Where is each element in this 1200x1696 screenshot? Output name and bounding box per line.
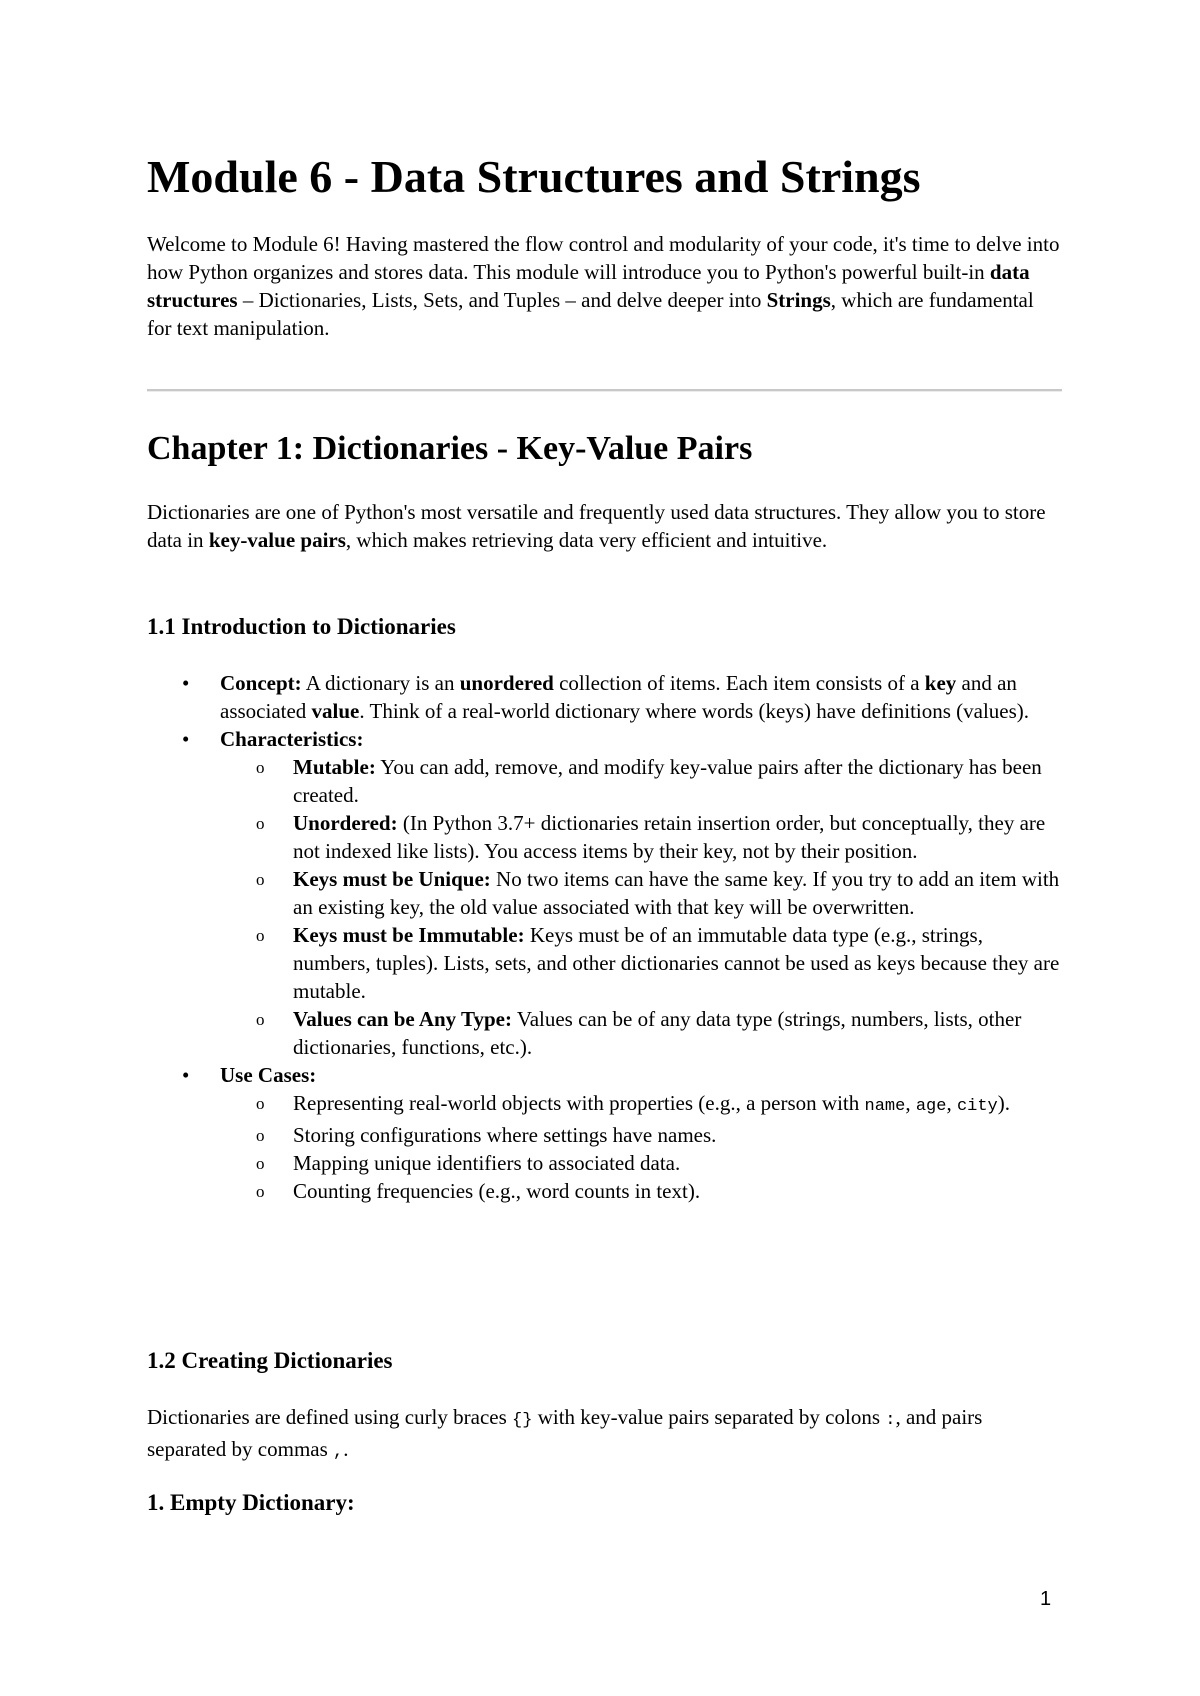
creating-dictionaries-paragraph [147, 1403, 1062, 1467]
text-run: , which are fundamental for text manipulation. [147, 288, 1034, 340]
text-run: You can add, remove, and modify key-value pairs after the dictionary has been created. [293, 755, 1042, 807]
sub-bullet-item [220, 865, 1062, 921]
bullet-label: Characteristics: [220, 727, 364, 751]
subsection-title-empty-dictionary: 1. Empty Dictionary: [147, 1490, 355, 1515]
chapter-title: Chapter 1: Dictionaries - Key-Value Pairs [147, 430, 753, 467]
text-run: , and pairs separated by commas [147, 1405, 983, 1461]
text-run: with key-value pairs separated by colons [532, 1405, 886, 1429]
sub-bullet-item [220, 1005, 1062, 1061]
chapter-intro-paragraph [147, 498, 1047, 554]
text-run: Storing configurations where settings have names. [293, 1123, 717, 1147]
text-run: (In Python 3.7+ dictionaries retain insertion order, but conceptually, they are not indexed like lists). You access items by their key, not by their position. [293, 811, 1046, 863]
bold-term: key-value pairs [208, 528, 346, 552]
bullet-item [147, 725, 1062, 1061]
text-run: No two items can have the same key. If you try to add an item with an existing key, the old value associated with that key will be overwritten. [293, 867, 1060, 919]
dictionary-intro-list [147, 669, 1062, 1205]
sub-bullet-item [220, 921, 1062, 1005]
bold-term: data structures [147, 260, 1030, 312]
inline-code: {} [512, 1411, 533, 1430]
sub-bullet-label: Keys must be Unique: [293, 867, 491, 891]
text-run: Values can be of any data type (strings, numbers, lists, other dictionaries, functions, etc.). [293, 1007, 1022, 1059]
inline-code: name [864, 1097, 906, 1116]
text-run: Dictionaries are defined using curly braces [147, 1405, 513, 1429]
sub-bullet-item [220, 1121, 1062, 1149]
bullet-item [147, 1061, 1062, 1205]
sub-bullet-item [220, 1089, 1062, 1121]
bullet-label: Concept: [220, 671, 302, 695]
text-run: Mapping unique identifiers to associated data. [293, 1151, 681, 1175]
inline-code: : [885, 1411, 896, 1430]
sub-bullet-item [220, 809, 1062, 865]
section-title-1-1: 1.1 Introduction to Dictionaries [147, 614, 456, 639]
sub-bullet-label: Unordered: [293, 811, 398, 835]
page-title: Module 6 - Data Structures and Strings [147, 151, 921, 202]
text-run: and an associated [220, 671, 1017, 723]
text-run: Keys must be of an immutable data type (e.g., strings, numbers, tuples). Lists, sets, and other dictionaries cannot be used as keys because they are mutable. [293, 923, 1060, 1003]
text-run: A dictionary is an [301, 671, 460, 695]
text-run: ). [997, 1091, 1010, 1115]
bullet-item [147, 669, 1062, 725]
inline-code: , [333, 1443, 344, 1462]
text-run: Welcome to Module 6! Having mastered the flow control and modularity of your code, it's time to delve into how Python organizes and stores data. This module will introduce you to Python's powerful built-in [147, 232, 1060, 284]
text-run: – Dictionaries, Lists, Sets, and Tuples – and delve deeper into [237, 288, 767, 312]
text-run: Counting frequencies (e.g., word counts in text). [293, 1179, 701, 1203]
inline-code: city [956, 1097, 998, 1116]
sub-bullet-label: Values can be Any Type: [293, 1007, 512, 1031]
sub-bullet-item [220, 1149, 1062, 1177]
bold-term: value [311, 699, 360, 723]
sub-list [220, 753, 1062, 1061]
text-run: Representing real-world objects with properties (e.g., a person with [293, 1091, 865, 1115]
page-number: 1 [1040, 1588, 1052, 1610]
text-run: . [343, 1437, 349, 1461]
horizontal-rule [147, 389, 1062, 392]
text-run: , [905, 1091, 916, 1115]
bold-term: unordered [459, 671, 554, 695]
sub-list [220, 1089, 1062, 1205]
text-run: Dictionaries are one of Python's most versatile and frequently used data structures. They allow you to store data in [147, 500, 1046, 552]
sub-bullet-item [220, 1177, 1062, 1205]
bold-term: key [924, 671, 957, 695]
text-run: , which makes retrieving data very efficient and intuitive. [345, 528, 828, 552]
text-run: collection of items. Each item consists of a [553, 671, 925, 695]
bold-term: Strings [766, 288, 831, 312]
text-run: , [946, 1091, 957, 1115]
text-run: . Think of a real-world dictionary where words (keys) have definitions (values). [359, 699, 1030, 723]
sub-bullet-item [220, 753, 1062, 809]
inline-code: age [915, 1097, 947, 1116]
bullet-label: Use Cases: [220, 1063, 317, 1087]
intro-paragraph [147, 230, 1062, 342]
sub-bullet-label: Mutable: [293, 755, 376, 779]
sub-bullet-label: Keys must be Immutable: [293, 923, 525, 947]
section-title-1-2: 1.2 Creating Dictionaries [147, 1348, 393, 1373]
